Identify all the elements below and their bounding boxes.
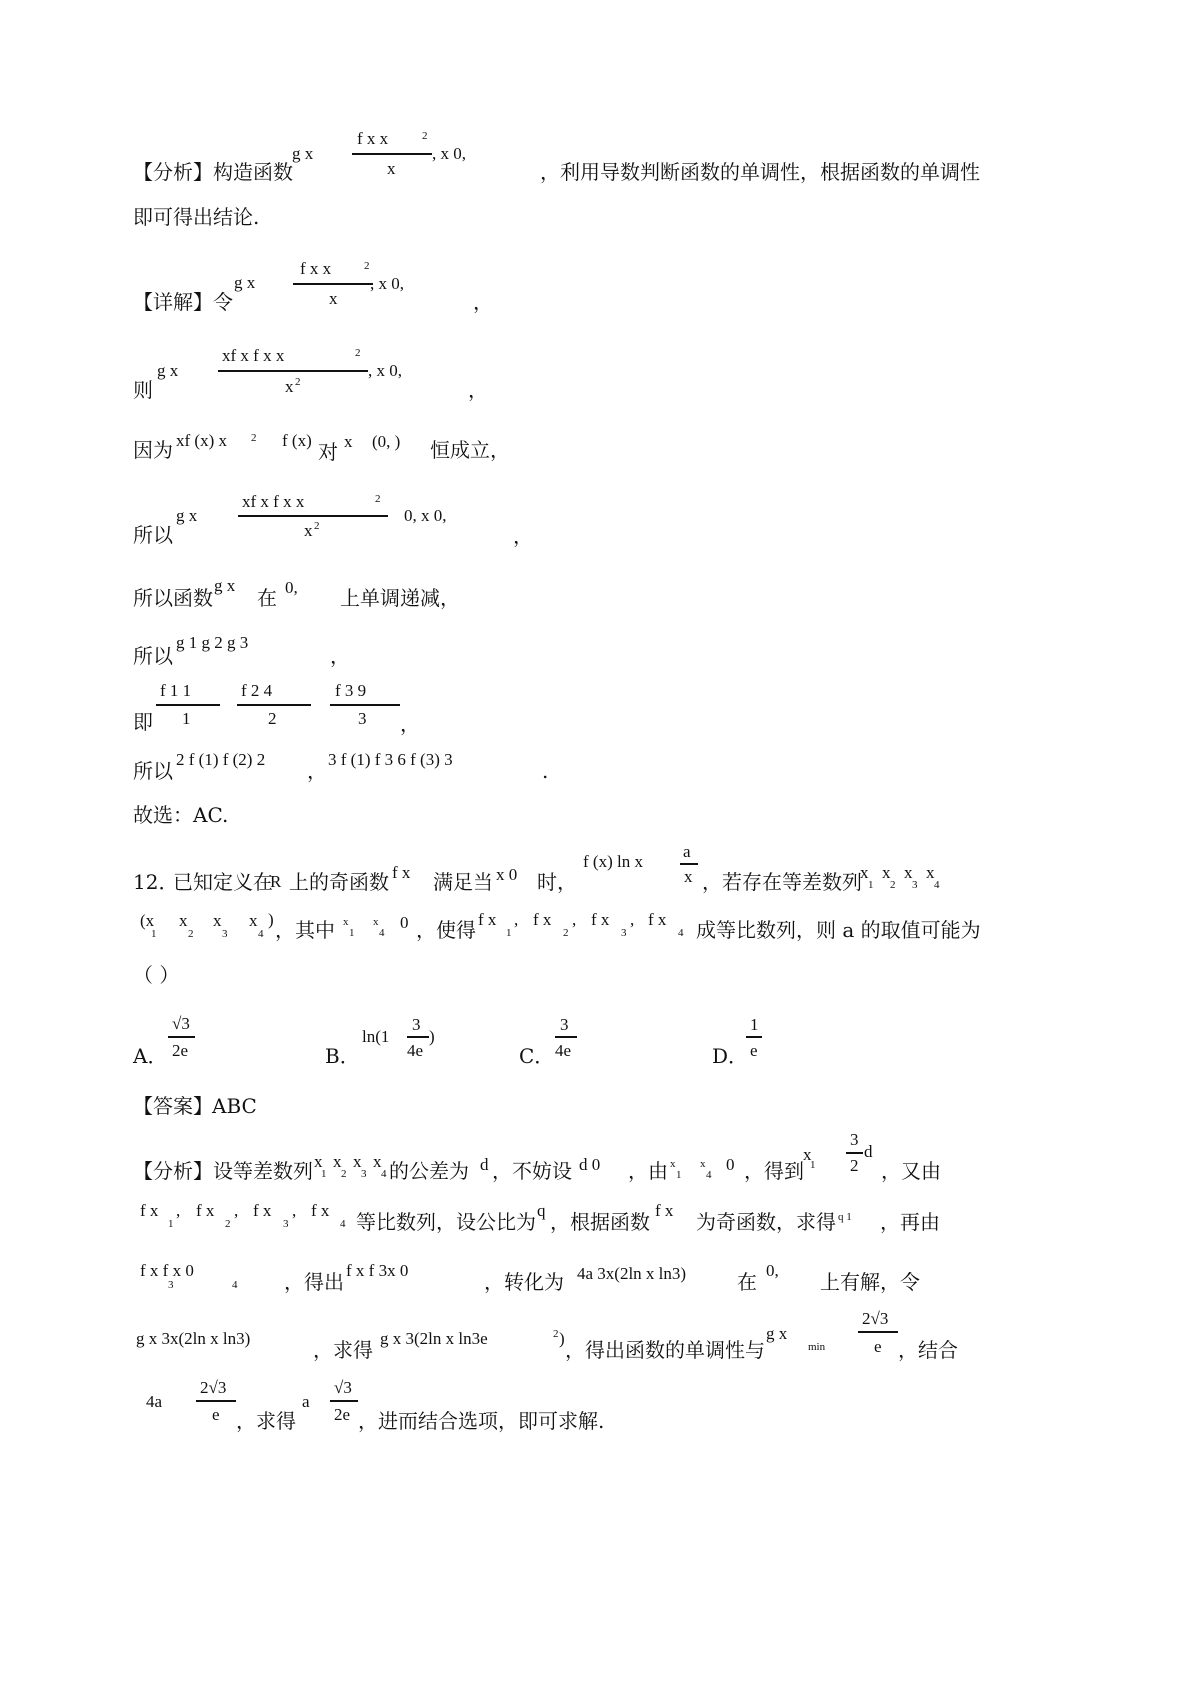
then-label: 则 (133, 378, 153, 402)
superscript: 2 (364, 260, 370, 272)
analysis-text: ，求得 (236, 1409, 296, 1433)
option-c-numerator: 3 (560, 1015, 569, 1034)
analysis-text: ，结合 (898, 1338, 958, 1362)
question-text: 上的奇函数 (289, 870, 389, 894)
eq-denominator: 2 (850, 1156, 859, 1175)
fraction-denominator: x (285, 377, 294, 396)
fraction-3-numerator: f 3 9 (335, 681, 367, 700)
question-text: ，使得 (416, 918, 476, 942)
fraction-bar (846, 1152, 863, 1154)
f-x2: f x (196, 1201, 215, 1220)
analysis-text: 上有解，令 (820, 1270, 920, 1294)
result-numerator: √3 (334, 1378, 352, 1397)
analysis-text: ，得出 (284, 1270, 344, 1294)
fraction-bar (330, 704, 400, 706)
fraction-2-numerator: f 2 4 (241, 681, 273, 700)
subscript: 3 (361, 1168, 367, 1180)
option-b-prefix: ln(1 (362, 1027, 390, 1046)
answer-blank: （ ） (133, 963, 180, 987)
equation: f x f 3x 0 (346, 1261, 409, 1280)
eq-numerator: 3 (850, 1130, 859, 1149)
g-x: g x (234, 273, 256, 292)
min-denominator: e (874, 1337, 882, 1356)
condition: x 0 (496, 865, 518, 884)
so-label: 所以 (133, 759, 173, 783)
f-x: f x (392, 863, 411, 882)
subscript: 4 (381, 1168, 387, 1180)
ji-label: 即 (133, 710, 153, 734)
superscript: 2 (553, 1328, 559, 1340)
fraction-numerator: a (683, 842, 691, 861)
analysis-text: ，得到 (744, 1159, 804, 1183)
subscript: 2 (563, 927, 569, 939)
comma: ， (330, 644, 350, 668)
subscript: 4 (379, 927, 385, 939)
analysis-text: ，进而结合选项，即可求解. (358, 1409, 605, 1433)
comma: ， (473, 290, 493, 314)
sequence: x (314, 1152, 323, 1171)
comma-sep: , (234, 1201, 239, 1220)
equation: 4a 3x(2ln x ln3) (577, 1264, 687, 1283)
sequence: x (904, 863, 913, 882)
g-prime-definition: g x 3(2ln x ln3e (380, 1329, 488, 1348)
bound-denominator: e (212, 1405, 220, 1424)
question-text: 时， (537, 870, 577, 894)
inequality-1: 2 f (1) f (2) 2 (176, 750, 266, 769)
fraction-2-denominator: 2 (268, 709, 277, 728)
analysis-text: ，得出函数的单调性与 (565, 1338, 765, 1362)
fraction-bar (555, 1036, 577, 1038)
superscript: 2 (422, 130, 428, 142)
option-a-numerator: √3 (172, 1014, 190, 1033)
fraction-bar (238, 515, 388, 517)
analysis-text: ，转化为 (484, 1270, 564, 1294)
sum-zero: f x f x 0 (140, 1261, 194, 1280)
period: . (542, 759, 549, 783)
option-b-suffix: ) (429, 1027, 435, 1046)
four-a: 4a (146, 1392, 163, 1411)
a-variable: a (302, 1392, 310, 1411)
sequence: x (882, 863, 891, 882)
fraction-bar (168, 1036, 195, 1038)
option-a-letter: A． (133, 1044, 168, 1068)
subscript: 4 (706, 1169, 712, 1181)
subscript: 2 (341, 1168, 347, 1180)
subscript: 3 (222, 928, 228, 940)
cond-x: x (670, 1158, 676, 1170)
g-min: g x (766, 1324, 788, 1343)
fraction-bar (293, 283, 373, 285)
interval: 0, (766, 1261, 779, 1280)
so-label: 所以 (133, 644, 173, 668)
f-x3: f x (253, 1201, 272, 1220)
detail-label: 【详解】令 (133, 290, 233, 314)
fraction-bar (746, 1036, 762, 1038)
subscript: 1 (321, 1168, 327, 1180)
superscript: 2 (295, 376, 301, 388)
inequality-lhs: xf (x) x (176, 431, 227, 450)
fraction-bar (858, 1331, 898, 1333)
fraction-1-numerator: f 1 1 (160, 681, 192, 700)
domain-condition: , x 0, (370, 274, 404, 293)
f-x: f x (655, 1201, 674, 1220)
fraction-denominator: x (684, 867, 693, 886)
because-label: 因为 (133, 438, 173, 462)
fraction-denominator: x (329, 289, 338, 308)
option-c-letter: C． (519, 1044, 555, 1068)
question-text: 成等比数列，则 a 的取值可能为 (696, 918, 981, 942)
g-x: g x (214, 576, 236, 595)
so-function-label: 所以函数 (133, 586, 213, 610)
choice-result: 故选：AC. (133, 803, 229, 827)
sequence-small: x (373, 916, 379, 928)
comma: ， (468, 378, 488, 402)
analysis-text-2: 即可得出结论. (133, 205, 260, 229)
fraction-bar (196, 1400, 236, 1402)
min-subscript: min (808, 1341, 826, 1353)
comma: ， (400, 712, 420, 736)
superscript: 2 (355, 347, 361, 359)
analysis-text: ，求得 (313, 1338, 373, 1362)
fraction-numerator: xf x f x x (222, 346, 285, 365)
option-a-denominator: 2e (172, 1041, 189, 1060)
domain-condition: , x 0, (368, 361, 402, 380)
option-b-letter: B． (325, 1044, 360, 1068)
analysis-text: 为奇函数，求得 (696, 1210, 836, 1234)
q-variable: q (537, 1201, 546, 1220)
fraction-numerator: f x x (300, 259, 332, 278)
f-x4: f x (311, 1201, 330, 1220)
analysis-label: 【分析】设等差数列 (133, 1159, 313, 1183)
subscript: 4 (934, 879, 940, 891)
bound-numerator: 2√3 (200, 1378, 227, 1397)
interval: (0, ) (372, 432, 401, 451)
subscript: 1 (810, 1159, 816, 1171)
subscript: 2 (188, 928, 194, 940)
sequence: x (333, 1152, 342, 1171)
fraction-numerator: f x x (357, 129, 389, 148)
fraction-denominator: x (304, 521, 313, 540)
inequality-condition: 0, x 0, (404, 506, 447, 525)
fraction-bar (407, 1036, 429, 1038)
g-prime-x: g x (176, 506, 198, 525)
subscript: 3 (621, 927, 627, 939)
q-value: q 1 (838, 1211, 852, 1223)
superscript: 2 (314, 520, 320, 532)
x-variable: x (344, 432, 353, 451)
comma-sep: , (630, 910, 635, 929)
question-text: 已知定义在 (173, 870, 273, 894)
sequence: x (179, 911, 188, 930)
f-x1: f x (140, 1201, 159, 1220)
subscript: 2 (890, 879, 896, 891)
fraction-bar (680, 863, 698, 865)
analysis-text: ，再由 (880, 1210, 940, 1234)
option-d-letter: D． (712, 1044, 749, 1068)
comma: ， (513, 524, 533, 548)
subscript: 3 (168, 1279, 174, 1291)
fraction-bar (156, 704, 220, 706)
subscript: 4 (232, 1279, 238, 1291)
option-d-denominator: e (750, 1041, 758, 1060)
r-set: R (270, 872, 282, 891)
subscript: 1 (151, 928, 157, 940)
subscript: 1 (506, 927, 512, 939)
subscript: 3 (283, 1218, 289, 1230)
min-numerator: 2√3 (862, 1309, 889, 1328)
option-b-denominator: 4e (407, 1041, 424, 1060)
superscript: 2 (375, 493, 381, 505)
fraction-1-denominator: 1 (182, 709, 191, 728)
comma-sep: , (514, 910, 519, 929)
fraction-denominator: x (387, 159, 396, 178)
fraction-bar (218, 370, 368, 372)
because-tail: 恒成立， (430, 438, 510, 462)
so-label: 所以 (133, 523, 173, 547)
analysis-text: ，又由 (881, 1159, 941, 1183)
analysis-text: 的公差为 (389, 1159, 469, 1183)
answer-label: 【答案】 (133, 1094, 213, 1118)
g-prime-x: g x (157, 361, 179, 380)
analysis-text: 等比数列，设公比为 (356, 1210, 536, 1234)
inequality-2: 3 f (1) f 3 6 f (3) 3 (328, 750, 453, 769)
d-condition: d 0 (579, 1155, 601, 1174)
f-x1: f x (478, 910, 497, 929)
option-b-numerator: 3 (412, 1015, 421, 1034)
fraction-3-denominator: 3 (358, 709, 367, 728)
analysis-text: ，根据函数 (550, 1210, 650, 1234)
sequence: x (353, 1152, 362, 1171)
comma-sep: , (176, 1201, 181, 1220)
fraction-numerator: xf x f x x (242, 492, 305, 511)
x1-variable: x (803, 1145, 812, 1164)
close-paren: ) (268, 910, 274, 929)
g-x: g x (292, 144, 314, 163)
answer-value: ABC (212, 1094, 257, 1118)
f-definition: f (x) ln x (583, 852, 643, 871)
subscript: 4 (678, 927, 684, 939)
cond-x: x (700, 1158, 706, 1170)
result-denominator: 2e (334, 1405, 351, 1424)
sequence: x (213, 911, 222, 930)
subscript: 4 (340, 1218, 346, 1230)
g-definition: g x 3x(2ln x ln3) (136, 1329, 251, 1348)
analysis-text: ，不妨设 (492, 1159, 572, 1183)
sequence: x (373, 1152, 382, 1171)
question-text: ，若存在等差数列 (702, 870, 862, 894)
question-text: ，其中 (275, 918, 335, 942)
sequence-small: x (343, 916, 349, 928)
separator: ， (307, 759, 327, 783)
zero: 0 (400, 913, 409, 932)
analysis-text: ，由 (628, 1159, 668, 1183)
eq-d: d (864, 1142, 873, 1161)
subscript: 4 (258, 928, 264, 940)
decreasing-text: 上单调递减， (340, 586, 460, 610)
sequence: x (926, 863, 935, 882)
f-x4: f x (648, 910, 667, 929)
option-d-numerator: 1 (750, 1015, 759, 1034)
interval: 0, (285, 578, 298, 597)
fraction-bar (237, 704, 311, 706)
close-paren: ) (559, 1329, 565, 1348)
question-number: 12． (133, 870, 179, 894)
fraction-bar (352, 153, 432, 155)
sequence: x (249, 911, 258, 930)
fraction-bar (330, 1400, 358, 1402)
f-x3: f x (591, 910, 610, 929)
d-variable: d (480, 1155, 489, 1174)
analysis-label: 【分析】构造函数 (133, 160, 293, 184)
sequence: x (860, 863, 869, 882)
comma-sep: , (292, 1201, 297, 1220)
dui-text: 对 (318, 440, 338, 464)
subscript: 1 (676, 1169, 682, 1181)
subscript: 2 (225, 1218, 231, 1230)
analysis-text: ，利用导数判断函数的单调性，根据函数的单调性 (540, 160, 980, 184)
subscript: 1 (868, 879, 874, 891)
g-inequality: g 1 g 2 g 3 (176, 633, 249, 652)
f-x2: f x (533, 910, 552, 929)
inequality-rhs: f (x) (282, 431, 312, 450)
order-x1: (x (140, 911, 155, 930)
question-text: 满足当 (433, 870, 493, 894)
comma-sep: , (572, 910, 577, 929)
domain-condition: , x 0, (432, 144, 466, 163)
zai-text: 在 (257, 586, 277, 610)
superscript: 2 (251, 432, 257, 444)
option-c-denominator: 4e (555, 1041, 572, 1060)
subscript: 1 (349, 927, 355, 939)
zero: 0 (726, 1155, 735, 1174)
subscript: 1 (168, 1218, 174, 1230)
subscript: 3 (912, 879, 918, 891)
analysis-text: 在 (737, 1270, 757, 1294)
